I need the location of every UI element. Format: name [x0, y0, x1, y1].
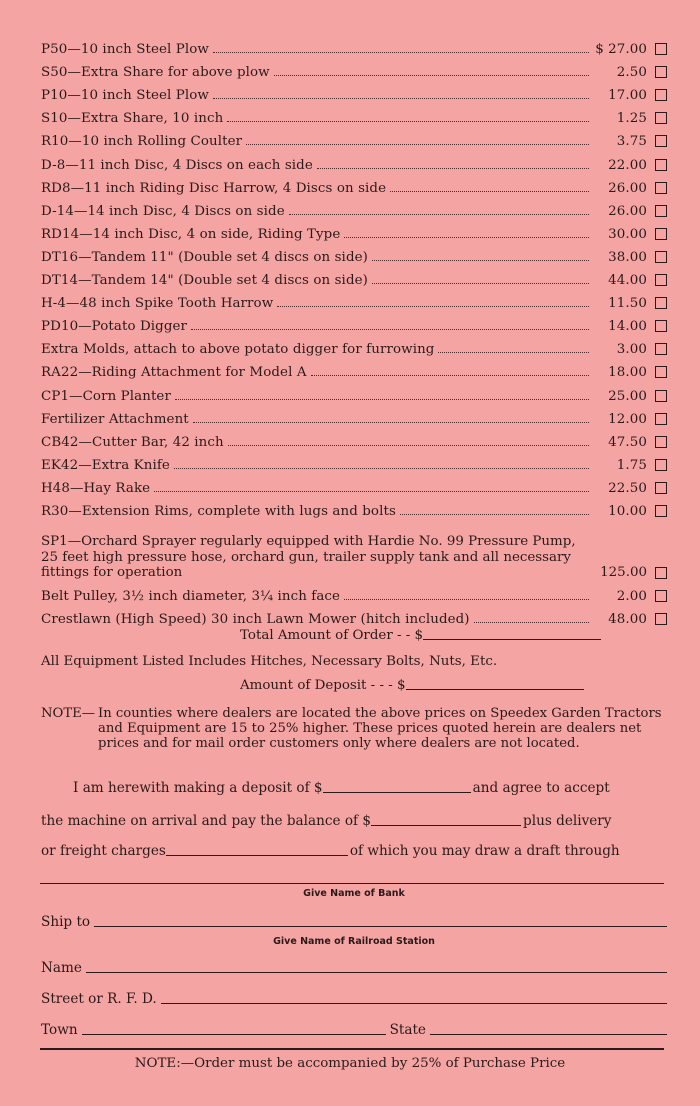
price-list-item: [41, 126, 667, 149]
leader-dots: [317, 168, 589, 169]
price-list-item: [41, 450, 667, 473]
street-label: Street or R. F. D.: [41, 991, 157, 1007]
item-checkbox[interactable]: [655, 343, 667, 355]
item-price: 11.50: [608, 296, 647, 312]
town-label: Town: [41, 1022, 78, 1038]
deposit-text-3b: of which you may draw a draft through: [349, 843, 620, 859]
item-description: DT14—Tandem 14" (Double set 4 discs on side): [41, 273, 368, 289]
leader-dots: [474, 622, 589, 623]
dealer-note-label: NOTE—: [41, 706, 95, 721]
item-checkbox[interactable]: [655, 135, 667, 147]
leader-dots: [372, 260, 589, 261]
price-list-item: [41, 242, 667, 265]
item-checkbox[interactable]: [655, 251, 667, 263]
item-price: 26.00: [608, 203, 647, 219]
deposit-text-1a: I am herewith making a deposit of $: [73, 780, 323, 796]
total-amount-line: [240, 628, 601, 643]
bottom-rule: [40, 1048, 664, 1050]
item-price: 3.75: [616, 134, 647, 150]
dealer-note-body: In counties where dealers are located the above prices on Speedex Garden Tractors and Equipment are 15 to 25% higher. These prices quoted herein are dealers net prices and for mail order customers only where dealers are not located.: [98, 706, 662, 751]
item-checkbox[interactable]: [655, 505, 667, 517]
price-list-item: [41, 334, 667, 357]
leader-dots: [274, 75, 589, 76]
item-checkbox[interactable]: [655, 112, 667, 124]
item-description: P50—10 inch Steel Plow: [41, 42, 209, 58]
leader-dots: [246, 144, 589, 145]
price-list-item: [41, 288, 667, 311]
deposit-text-3a: or freight charges: [41, 843, 166, 859]
name-label: Name: [41, 960, 82, 976]
state-label: State: [389, 1022, 426, 1038]
item-description: CB42—Cutter Bar, 42 inch: [41, 434, 224, 450]
item-description: RD14—14 inch Disc, 4 on side, Riding Type: [41, 226, 341, 242]
ship-to-field[interactable]: [94, 925, 667, 927]
item-checkbox[interactable]: [655, 413, 667, 425]
price-list-item: [41, 265, 667, 288]
price-list: [41, 34, 667, 627]
leader-dots: [311, 375, 589, 376]
includes-line: [41, 654, 497, 669]
item-checkbox[interactable]: [655, 590, 667, 602]
item-checkbox[interactable]: [655, 459, 667, 471]
price-list-item: [41, 473, 667, 496]
item-price: 1.25: [616, 111, 647, 127]
state-field[interactable]: [430, 1033, 667, 1035]
deposit-line-1: [41, 780, 667, 796]
price-list-item: [41, 404, 667, 427]
item-description: RA22—Riding Attachment for Model A: [41, 365, 307, 381]
item-checkbox[interactable]: [655, 43, 667, 55]
item-price: 12.00: [608, 411, 647, 427]
item-price: 47.50: [608, 434, 647, 450]
ship-to-line: [41, 914, 667, 930]
deposit-amount-line: [240, 678, 584, 693]
item-description: DT16—Tandem 11" (Double set 4 discs on side): [41, 249, 368, 265]
leader-dots: [174, 468, 589, 469]
name-field[interactable]: [86, 971, 667, 973]
item-price: 44.00: [608, 273, 647, 289]
item-price: 3.00: [616, 342, 647, 358]
item-checkbox[interactable]: [655, 274, 667, 286]
item-price: 125.00: [600, 565, 647, 581]
price-list-item: [41, 380, 667, 403]
leader-dots: [344, 599, 589, 600]
deposit-text-2a: the machine on arrival and pay the balance of $: [41, 813, 372, 829]
item-description: Fertilizer Attachment: [41, 411, 189, 427]
leader-dots: [213, 98, 589, 99]
item-price: 17.00: [608, 88, 647, 104]
freight-field[interactable]: [166, 854, 348, 856]
item-description: CP1—Corn Planter: [41, 388, 171, 404]
item-price: 25.00: [608, 388, 647, 404]
leader-dots: [228, 445, 589, 446]
item-price: 22.00: [608, 157, 647, 173]
deposit-text-1b: and agree to accept: [472, 780, 610, 796]
price-list-item: [41, 196, 667, 219]
item-checkbox[interactable]: [655, 390, 667, 402]
leader-dots: [154, 491, 589, 492]
item-description: R10—10 inch Rolling Coulter: [41, 134, 243, 150]
item-description: SP1—Orchard Sprayer regularly equipped with Hardie No. 99 Pressure Pump, 25 feet high pressure hose, orchard gun, trailer supply tank and all necessary fittings for operation: [41, 534, 576, 581]
leader-dots: [438, 352, 589, 353]
leader-dots: [372, 283, 589, 284]
price-list-item: [41, 604, 667, 627]
leader-dots: [191, 329, 589, 330]
item-price: 2.50: [616, 65, 647, 81]
dealer-note: [41, 706, 667, 751]
item-checkbox[interactable]: [655, 205, 667, 217]
total-amount-label: Total Amount of Order - - $: [240, 628, 424, 643]
bank-caption: Give Name of Bank: [303, 888, 405, 899]
deposit-text-2b: plus delivery: [523, 813, 612, 829]
item-checkbox[interactable]: [655, 482, 667, 494]
item-description: Extra Molds, attach to above potato digger for furrowing: [41, 342, 435, 358]
item-checkbox[interactable]: [655, 297, 667, 309]
leader-dots: [193, 422, 589, 423]
price-list-item: [41, 311, 667, 334]
deposit-line-2: [41, 813, 667, 829]
item-description: Belt Pulley, 3½ inch diameter, 3¼ inch face: [41, 589, 341, 605]
price-list-item: [41, 80, 667, 103]
item-checkbox[interactable]: [655, 613, 667, 625]
item-checkbox[interactable]: [655, 228, 667, 240]
item-checkbox[interactable]: [655, 567, 667, 579]
town-line: [41, 1022, 667, 1038]
price-list-item: [41, 496, 667, 519]
purchase-note: NOTE:—Order must be accompanied by 25% of Purchase Price: [134, 1056, 566, 1071]
price-list-item: [41, 34, 667, 57]
item-price: 26.00: [608, 180, 647, 196]
item-description: R30—Extension Rims, complete with lugs and bolts: [41, 503, 396, 519]
includes-text: All Equipment Listed Includes Hitches, Necessary Bolts, Nuts, Etc.: [41, 654, 498, 669]
item-price: 14.00: [608, 319, 647, 335]
item-price: 38.00: [608, 249, 647, 265]
price-list-item: [41, 103, 667, 126]
item-checkbox[interactable]: [655, 66, 667, 78]
leader-dots: [175, 399, 589, 400]
item-description: S10—Extra Share, 10 inch: [41, 111, 224, 127]
leader-dots: [289, 214, 589, 215]
ship-to-label: Ship to: [41, 914, 91, 930]
deposit-field[interactable]: [323, 791, 471, 793]
item-price: 10.00: [608, 503, 647, 519]
item-checkbox[interactable]: [655, 159, 667, 171]
item-price: 30.00: [608, 226, 647, 242]
railroad-caption: Give Name of Railroad Station: [273, 936, 435, 947]
price-list-item: [41, 173, 667, 196]
leader-dots: [400, 514, 589, 515]
item-checkbox[interactable]: [655, 320, 667, 332]
name-line: [41, 960, 667, 976]
leader-dots: [344, 237, 589, 238]
leader-dots: [390, 191, 589, 192]
item-description: D-14—14 inch Disc, 4 Discs on side: [41, 203, 285, 219]
item-price: 18.00: [608, 365, 647, 381]
item-description: H48—Hay Rake: [41, 480, 151, 496]
item-checkbox[interactable]: [655, 366, 667, 378]
item-checkbox[interactable]: [655, 89, 667, 101]
price-list-item-sprayer: [41, 519, 667, 581]
item-checkbox[interactable]: [655, 436, 667, 448]
item-description: S50—Extra Share for above plow: [41, 65, 270, 81]
item-description: Crestlawn (High Speed) 30 inch Lawn Mower (hitch included): [41, 612, 470, 628]
leader-dots: [227, 121, 589, 122]
price-list-item: [41, 57, 667, 80]
total-amount-field[interactable]: [423, 638, 601, 640]
price-list-item: [41, 581, 667, 604]
item-price: 1.75: [616, 457, 647, 473]
item-description: D-8—11 inch Disc, 4 Discs on each side: [41, 157, 313, 173]
street-line: [41, 991, 667, 1007]
item-price: 2.00: [616, 589, 647, 605]
street-field[interactable]: [161, 1002, 667, 1004]
item-price: 22.50: [608, 480, 647, 496]
item-description: EK42—Extra Knife: [41, 457, 170, 473]
leader-dots: [277, 306, 589, 307]
bank-line[interactable]: [40, 883, 664, 884]
deposit-amount-field[interactable]: [406, 688, 584, 690]
price-list-item: [41, 149, 667, 172]
item-price: 48.00: [608, 612, 647, 628]
item-description: RD8—11 inch Riding Disc Harrow, 4 Discs on side: [41, 180, 387, 196]
deposit-amount-label: Amount of Deposit - - - $: [240, 678, 406, 693]
town-field[interactable]: [82, 1033, 386, 1035]
price-list-item: [41, 427, 667, 450]
balance-field[interactable]: [371, 824, 521, 826]
item-description: PD10—Potato Digger: [41, 319, 188, 335]
item-price: $ 27.00: [595, 42, 647, 58]
price-list-item: [41, 357, 667, 380]
item-description: P10—10 inch Steel Plow: [41, 88, 209, 104]
item-description: H-4—48 inch Spike Tooth Harrow: [41, 296, 274, 312]
item-checkbox[interactable]: [655, 182, 667, 194]
leader-dots: [213, 52, 589, 53]
price-list-item: [41, 219, 667, 242]
deposit-line-3: [41, 843, 667, 859]
